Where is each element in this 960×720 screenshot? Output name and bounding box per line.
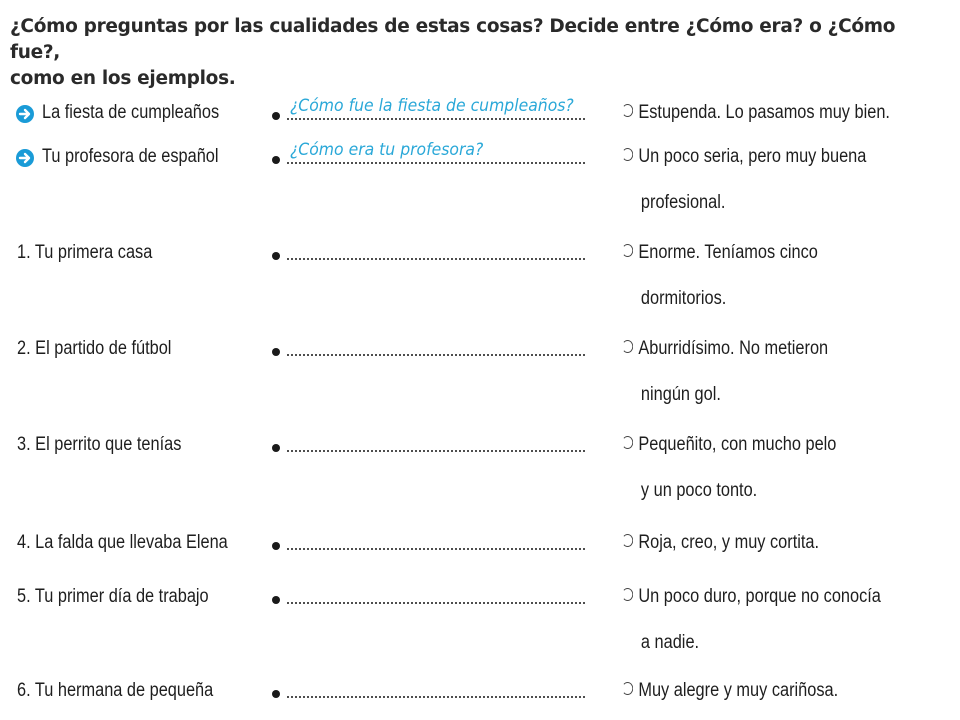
response-line: Enorme. Teníamos cinco [638, 242, 818, 263]
exercise-row [0, 680, 960, 710]
answer-line[interactable] [286, 118, 586, 120]
bullet-icon [272, 690, 280, 698]
answer-line[interactable] [286, 258, 586, 260]
question-label: 3. El perrito que tenías [17, 434, 182, 455]
response-line: Roja, creo, y muy cortita. [638, 532, 820, 553]
arrow-right-circle-icon [16, 149, 34, 167]
handwritten-answer: ¿Cómo fue la fiesta de cumpleaños? [290, 96, 574, 116]
open-circle-icon [622, 148, 633, 161]
open-circle-icon [622, 104, 633, 117]
response-line: dormitorios. [640, 288, 727, 309]
response-line: Pequeñito, con mucho pelo [638, 434, 837, 455]
answer-line[interactable] [286, 602, 586, 604]
exercise-row [0, 242, 960, 309]
response-line: a nadie. [640, 632, 700, 653]
open-circle-icon [622, 534, 633, 547]
response-line: Un poco seria, pero muy buena [638, 146, 867, 167]
response-line: Muy alegre y muy cariñosa. [638, 680, 839, 701]
question-label: 1. Tu primera casa [17, 242, 153, 263]
response [622, 668, 838, 714]
response [622, 230, 818, 322]
bullet-icon [272, 348, 280, 356]
instructions-line-1: ¿Cómo preguntas por las cualidades de estas cosas? Decide entre ¿Cómo era? o ¿Cómo fue?, [10, 16, 896, 63]
open-circle-icon [622, 436, 633, 449]
response [622, 326, 828, 418]
response [622, 520, 819, 566]
bullet-icon [272, 596, 280, 604]
bullet-icon [272, 542, 280, 550]
instructions [10, 14, 940, 92]
question-label: 4. La falda que llevaba Elena [17, 532, 228, 553]
answer-line[interactable] [286, 162, 586, 164]
response [622, 422, 836, 514]
exercise-row [0, 586, 960, 653]
question-label: 6. Tu hermana de pequeña [17, 680, 214, 701]
exercise-row [0, 434, 960, 501]
bullet-icon [272, 156, 280, 164]
bullet-icon [272, 252, 280, 260]
question-label: Tu profesora de español [42, 146, 219, 167]
question-label: 2. El partido de fútbol [17, 338, 172, 359]
arrow-right-circle-icon [16, 105, 34, 123]
response-line: y un poco tonto. [640, 480, 758, 501]
answer-line[interactable] [286, 696, 586, 698]
question-label: La fiesta de cumpleaños [42, 102, 220, 123]
response-line: Estupenda. Lo pasamos muy bien. [638, 102, 890, 123]
answer-line[interactable] [286, 450, 586, 452]
instructions-line-2: como en los ejemplos. [10, 68, 236, 89]
open-circle-icon [622, 340, 633, 353]
response [622, 90, 890, 136]
example-row [0, 96, 960, 132]
response [622, 574, 881, 666]
answer-line[interactable] [286, 548, 586, 550]
handwritten-answer: ¿Cómo era tu profesora? [290, 140, 484, 160]
answer-line[interactable] [286, 354, 586, 356]
bullet-icon [272, 112, 280, 120]
exercise-row [0, 532, 960, 562]
question-label: 5. Tu primer día de trabajo [17, 586, 209, 607]
exercise-row [0, 338, 960, 405]
response [622, 134, 866, 226]
open-circle-icon [622, 588, 633, 601]
response-line: Aburridísimo. No metieron [638, 338, 829, 359]
response-line: ningún gol. [640, 384, 721, 405]
example-row [0, 140, 960, 213]
open-circle-icon [622, 682, 633, 695]
response-line: Un poco duro, porque no conocía [638, 586, 881, 607]
open-circle-icon [622, 244, 633, 257]
bullet-icon [272, 444, 280, 452]
response-line: profesional. [640, 192, 726, 213]
